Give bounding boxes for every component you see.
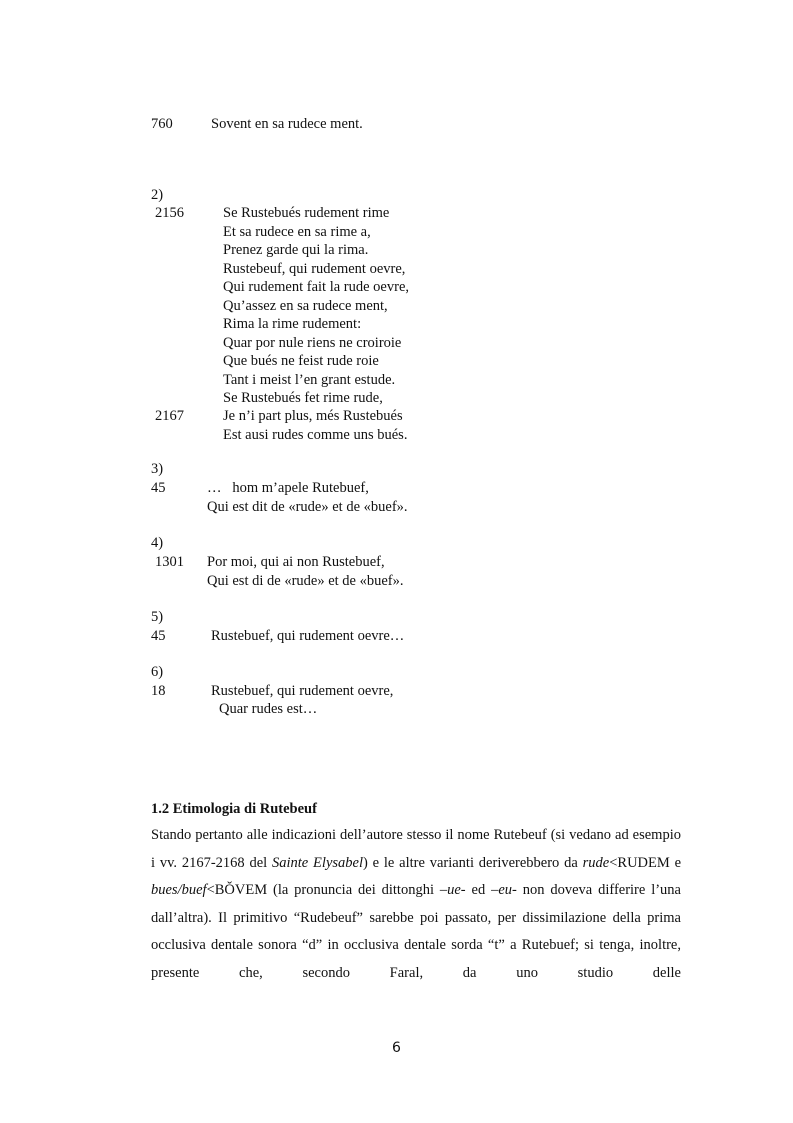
verse-number: 18: [151, 682, 166, 699]
verse-line: Rima la rime rudement:: [223, 316, 362, 332]
section-heading: 1.2 Etimologia di Rutebeuf: [151, 801, 317, 817]
citation-label: 6): [151, 664, 164, 680]
citation-label: 4): [151, 535, 164, 551]
verse-line: Por moi, qui ai non Rustebuef,: [207, 554, 385, 570]
verse-line: Quar por nule riens ne croiroie: [223, 334, 402, 351]
verse-line: Qui rudement fait la rude oevre,: [223, 279, 410, 295]
verse-line: Qui est dit de «rude» et de «buef».: [207, 498, 408, 515]
paragraph-text: ) e le altre varianti deriverebbero da: [362, 854, 583, 871]
verse-line: … hom m’apele Rutebuef,: [207, 480, 369, 496]
verse-line: Tant i meist l’en grant estude.: [223, 371, 396, 388]
verse-line: Prenez garde qui la rima.: [223, 242, 369, 258]
paragraph-text: <RUDEM e: [609, 854, 682, 871]
verse-number: 45: [151, 627, 166, 644]
verse-number: 760: [151, 116, 173, 132]
italic-term: rude: [582, 854, 610, 871]
verse-number: 2156: [155, 205, 184, 221]
verse-line: Que bués ne feist rude roie: [223, 353, 379, 369]
verse-line: Quar rudes est…: [219, 701, 318, 717]
verse-number: 45: [151, 480, 166, 496]
verse-line: Qui est di de «rude» et de «buef».: [207, 572, 404, 589]
italic-title: Sainte Elysabel: [272, 854, 363, 871]
verse-line: Rustebuef, qui rudement oevre…: [211, 627, 405, 644]
paragraph-text: - non doveva differire l’una dall’altra). Il primitivo “Rudebeuf” sarebbe poi passato, per dissimilazione della prima occlusiva dentale sonora “d” in occlusiva dentale sorda “t” a Rutebuef; si tenga, inoltre, presente che, secondo Faral, da uno studio delle: [151, 882, 681, 981]
verse-line: Se Rustebués rudement rime: [223, 205, 390, 221]
verse-line: Est ausi rudes comme uns bués.: [223, 426, 408, 443]
verse-line: Je n’i part plus, més Rustebués: [223, 408, 403, 424]
paragraph-text: <BŎVEM (la pronuncia dei dittonghi –: [206, 882, 448, 899]
verse-line: Sovent en sa rudece ment.: [211, 116, 363, 132]
verse-number: 1301: [155, 554, 184, 570]
citation-label: 5): [151, 609, 164, 625]
italic-term: eu: [498, 882, 513, 899]
verse-line: Qu’assez en sa rudece ment,: [223, 297, 388, 314]
verse-line: Rustebuef, qui rudement oevre,: [211, 682, 394, 699]
italic-term: ue: [447, 882, 461, 899]
page-number: 6: [392, 1040, 401, 1056]
citation-label: 3): [151, 461, 164, 477]
verse-line: Rustebeuf, qui rudement oevre,: [223, 260, 406, 277]
paragraph-text: - ed –: [460, 882, 499, 899]
verse-line: Se Rustebués fet rime rude,: [223, 390, 383, 406]
paragraph-text: Stando pertanto alle indicazioni dell’autore stesso il nome Rutebeuf (si vedano ad esempio i vv. 2167-2168 del: [151, 827, 681, 871]
body-paragraph: [151, 822, 681, 988]
verse-number: 2167: [155, 408, 184, 424]
italic-term: bues/buef: [151, 882, 207, 899]
verse-line: Et sa rudece en sa rime a,: [223, 223, 371, 240]
citation-label: 2): [151, 187, 164, 203]
